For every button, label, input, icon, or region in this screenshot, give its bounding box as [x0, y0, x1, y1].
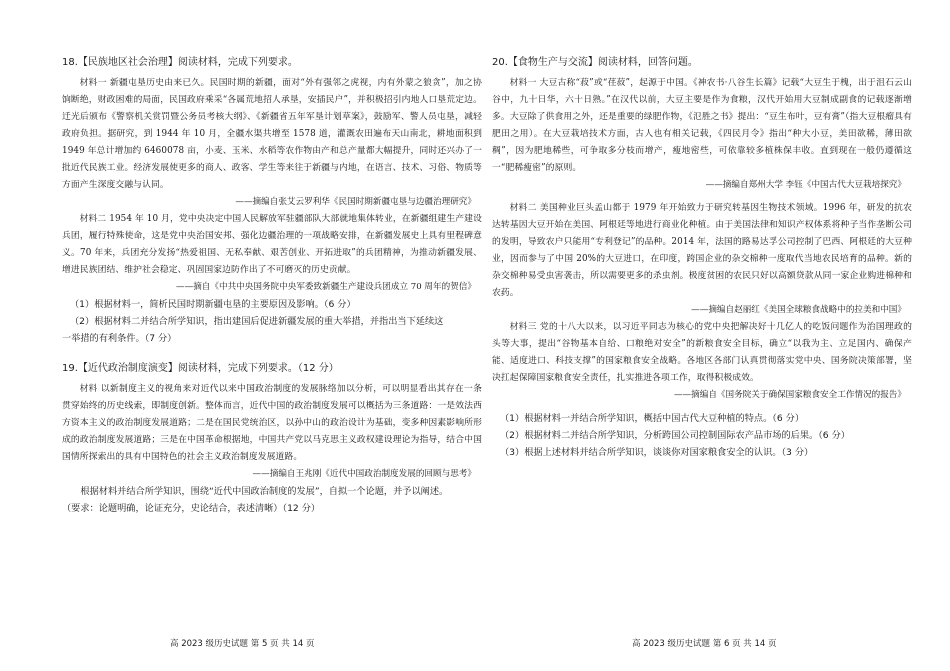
spacer	[62, 347, 482, 361]
q18-ask-2-line-2: 一举措的有利条件。（7 分）	[62, 333, 177, 344]
q18-material-1-source: ——摘编自张艾云罗利华《民国时期新疆屯垦与边疆治理研究》	[235, 197, 476, 207]
q19-ask-line-2: （要求：论题明确，论证充分，史论结合，表述清晰）（12 分）	[62, 503, 321, 514]
page-footer-right: 高 2023 级历史试题 第 6 页 共 14 页	[632, 639, 777, 649]
q19-material: 材料 以新制度主义的视角来对近代以来中国政治制度的发展脉络加以分析，可以明显看出其存在一条贯穿始终的历史线索，即制度创新。整体而言，近代中国的政治制度发展可以概括为三条道路：一是效法西方资本主义的政治制度发展道路；二是在国民党统治区，以孙中山的政治设计为基础，变多种因素影响所形成的政治制度发展道路；三是在中国革命根据地，中国共产党以马克思主义政权建设理论为指导，结合中国国情所探索出的具有中国特色的社会主义政治制度发展道路。	[62, 384, 482, 462]
q18-material-2: 材料二 1954 年 10 月，党中央决定中国人民解放军驻疆部队大部就地集体转业，在新疆组建生产建设兵团，履行特殊使命，这是党中央治国安邦、强化边疆治理的一项战略安排，在新疆发展史上具有里程碑意义。70 年来，兵团充分发扬“热爱祖国、无私奉献、艰苦创业、开拓进取”的兵团精神，为推动新疆发展、增进民族团结、维护社会稳定、巩固国家边防作出了不可磨灭的历史贡献。	[62, 214, 482, 275]
q20-material-2: 材料二 美国种业巨头孟山都于 1979 年开始致力于研究转基因生物技术领域。1996 年，研发的抗农达转基因大豆开始在美国、阿根廷等地进行商业化种植。由于美国法律和知识产权体系将种子当作垄断公司的发明，导致农户只能用“专利登记”的品种。2014 年，法国的路易达孚公司控制了巴西、阿根廷的大豆种业，因而参与了中国 20%的大豆进口，在印度，跨国企业的杂交棉种一度取代当地农民培育的品种。新的杂交棉种易受虫害袭击，所以需要更多的杀虫剂。极度贫困的农民只好以高额贷款从同一家企业购进棉种和农药。	[492, 203, 912, 298]
q20-ask-1: （1）根据材料一并结合所学知识，概括中国古代大豆种植的特点。（6 分）	[500, 413, 805, 424]
page-footer-left: 高 2023 级历史试题 第 5 页 共 14 页	[170, 639, 315, 649]
q20-material-3-source: ——摘编自《国务院关于确保国家粮食安全工作情况的报告》	[673, 390, 906, 400]
q20-material-1: 材料一 大豆古称“菽”或“荏菽”，起源于中国。《神农书·八谷生长篇》记载“大豆生于槐，出于沮石云山谷中，九十日华，六十日熟。”在汉代以前，大豆主要是作为食粮，汉代开始用大豆制成副食的记载逐渐增多。大豆除了供食用之外，还是重要的绿肥作物，《氾胜之书》提出：“豆生布叶，豆有膏”（指大豆根瘤具有肥田之用）。在大豆栽培技术方面，古人也有相关记载，《四民月令》指出“种大小豆，美田欲稀，薄田欲稠”，因为肥地稀些，可争取多分枝而增产，瘦地密些，可依靠较多植株保丰收。直到现在一般仍遵循这一“肥稀瘦密”的原则。	[492, 78, 912, 173]
q18-material-2-source: ——摘自《中共中央国务院中央军委致新疆生产建设兵团成立 70 周年的贺信》	[176, 282, 476, 292]
q19-ask-line-1: 根据材料并结合所学知识，围绕“近代中国政治制度的发展”，自拟一个论题，并予以阐述。	[80, 486, 449, 497]
q20-material-1-source: ——摘编自郑州大学 李钰《中国古代大豆栽培探究》	[705, 180, 906, 190]
right-page-column	[492, 0, 912, 461]
q18-material-1: 材料一 新疆屯垦历史由来已久。民国时期的新疆，面对“外有强邻之虎视，内有外蒙之狼贪”，加之协饷断绝，财政困难的局面，民国政府乘采“各属荒地招人承垦，安插民户”，并积极招引内地人口垦荒定边。迁光后颁布《警察机关赏罚暨公务员考核大纲》、《新疆省五年军垦计划草案》，鼓励军、警人员屯垦，减轻政府负担。据研究，到 1944 年 10 月，全疆水渠共增至 1578 道，灌溉农田遍布天山南北，耕地面积到 1949 年总计增加约 6460078 亩，小麦、玉米、水稻等农作物由产和总产量都大幅提升，同时还兴办了一批近代民族工业。经济发展使更多的商人、政客、学生等来往于新疆与内地，在语言、技术、习俗、物质等方面产生深度交融与认同。	[62, 78, 482, 190]
question-19-heading: 19.【近代政治制度演变】阅读材料，完成下列要求。（12 分）	[62, 363, 339, 374]
q18-ask-2-line-1: （2）根据材料二并结合所学知识，指出建国后促进新疆发展的重大举措，并指出当下延续这	[70, 316, 444, 327]
q20-material-3: 材料三 党的十八大以来，以习近平同志为核心的党中央把解决好十几亿人的吃饭问题作为治国理政的头等大事，提出“谷物基本自给、口粮绝对安全”的新粮食安全目标，确立“以我为主、立足国内、确保产能、适度进口、科技支撑”的国家粮食安全战略。各地区各部门认真贯彻落实党中央、国务院决策部署，坚决扛起保障国家粮食安全责任，扎实推进各项工作，取得积极成效。	[492, 322, 912, 383]
q20-ask-3: （3）根据上述材料并结合所学知识，谈谈你对国家粮食安全的认识。（3 分）	[500, 447, 814, 458]
q20-material-2-source: ——摘编自赵丽红《美国全球粮食战略中的拉美和中国》	[691, 305, 906, 315]
left-page-column	[62, 0, 482, 517]
q19-material-source: ——摘编自王兆刚《近代中国政治制度发展的回顾与思考》	[252, 469, 476, 479]
q18-ask-1: （1）根据材料一，简析民国时期新疆屯垦的主要原因及影响。（6 分）	[70, 299, 356, 310]
q20-ask-2: （2）根据材料二并结合所学知识，分析跨国公司控制国际农产品市场的后果。（6 分）	[500, 430, 850, 441]
question-20-heading: 20.【食物生产与交流】阅读材料，回答问题。	[492, 57, 698, 68]
question-18-heading: 18.【民族地区社会治理】阅读材料，完成下列要求。	[62, 57, 298, 68]
